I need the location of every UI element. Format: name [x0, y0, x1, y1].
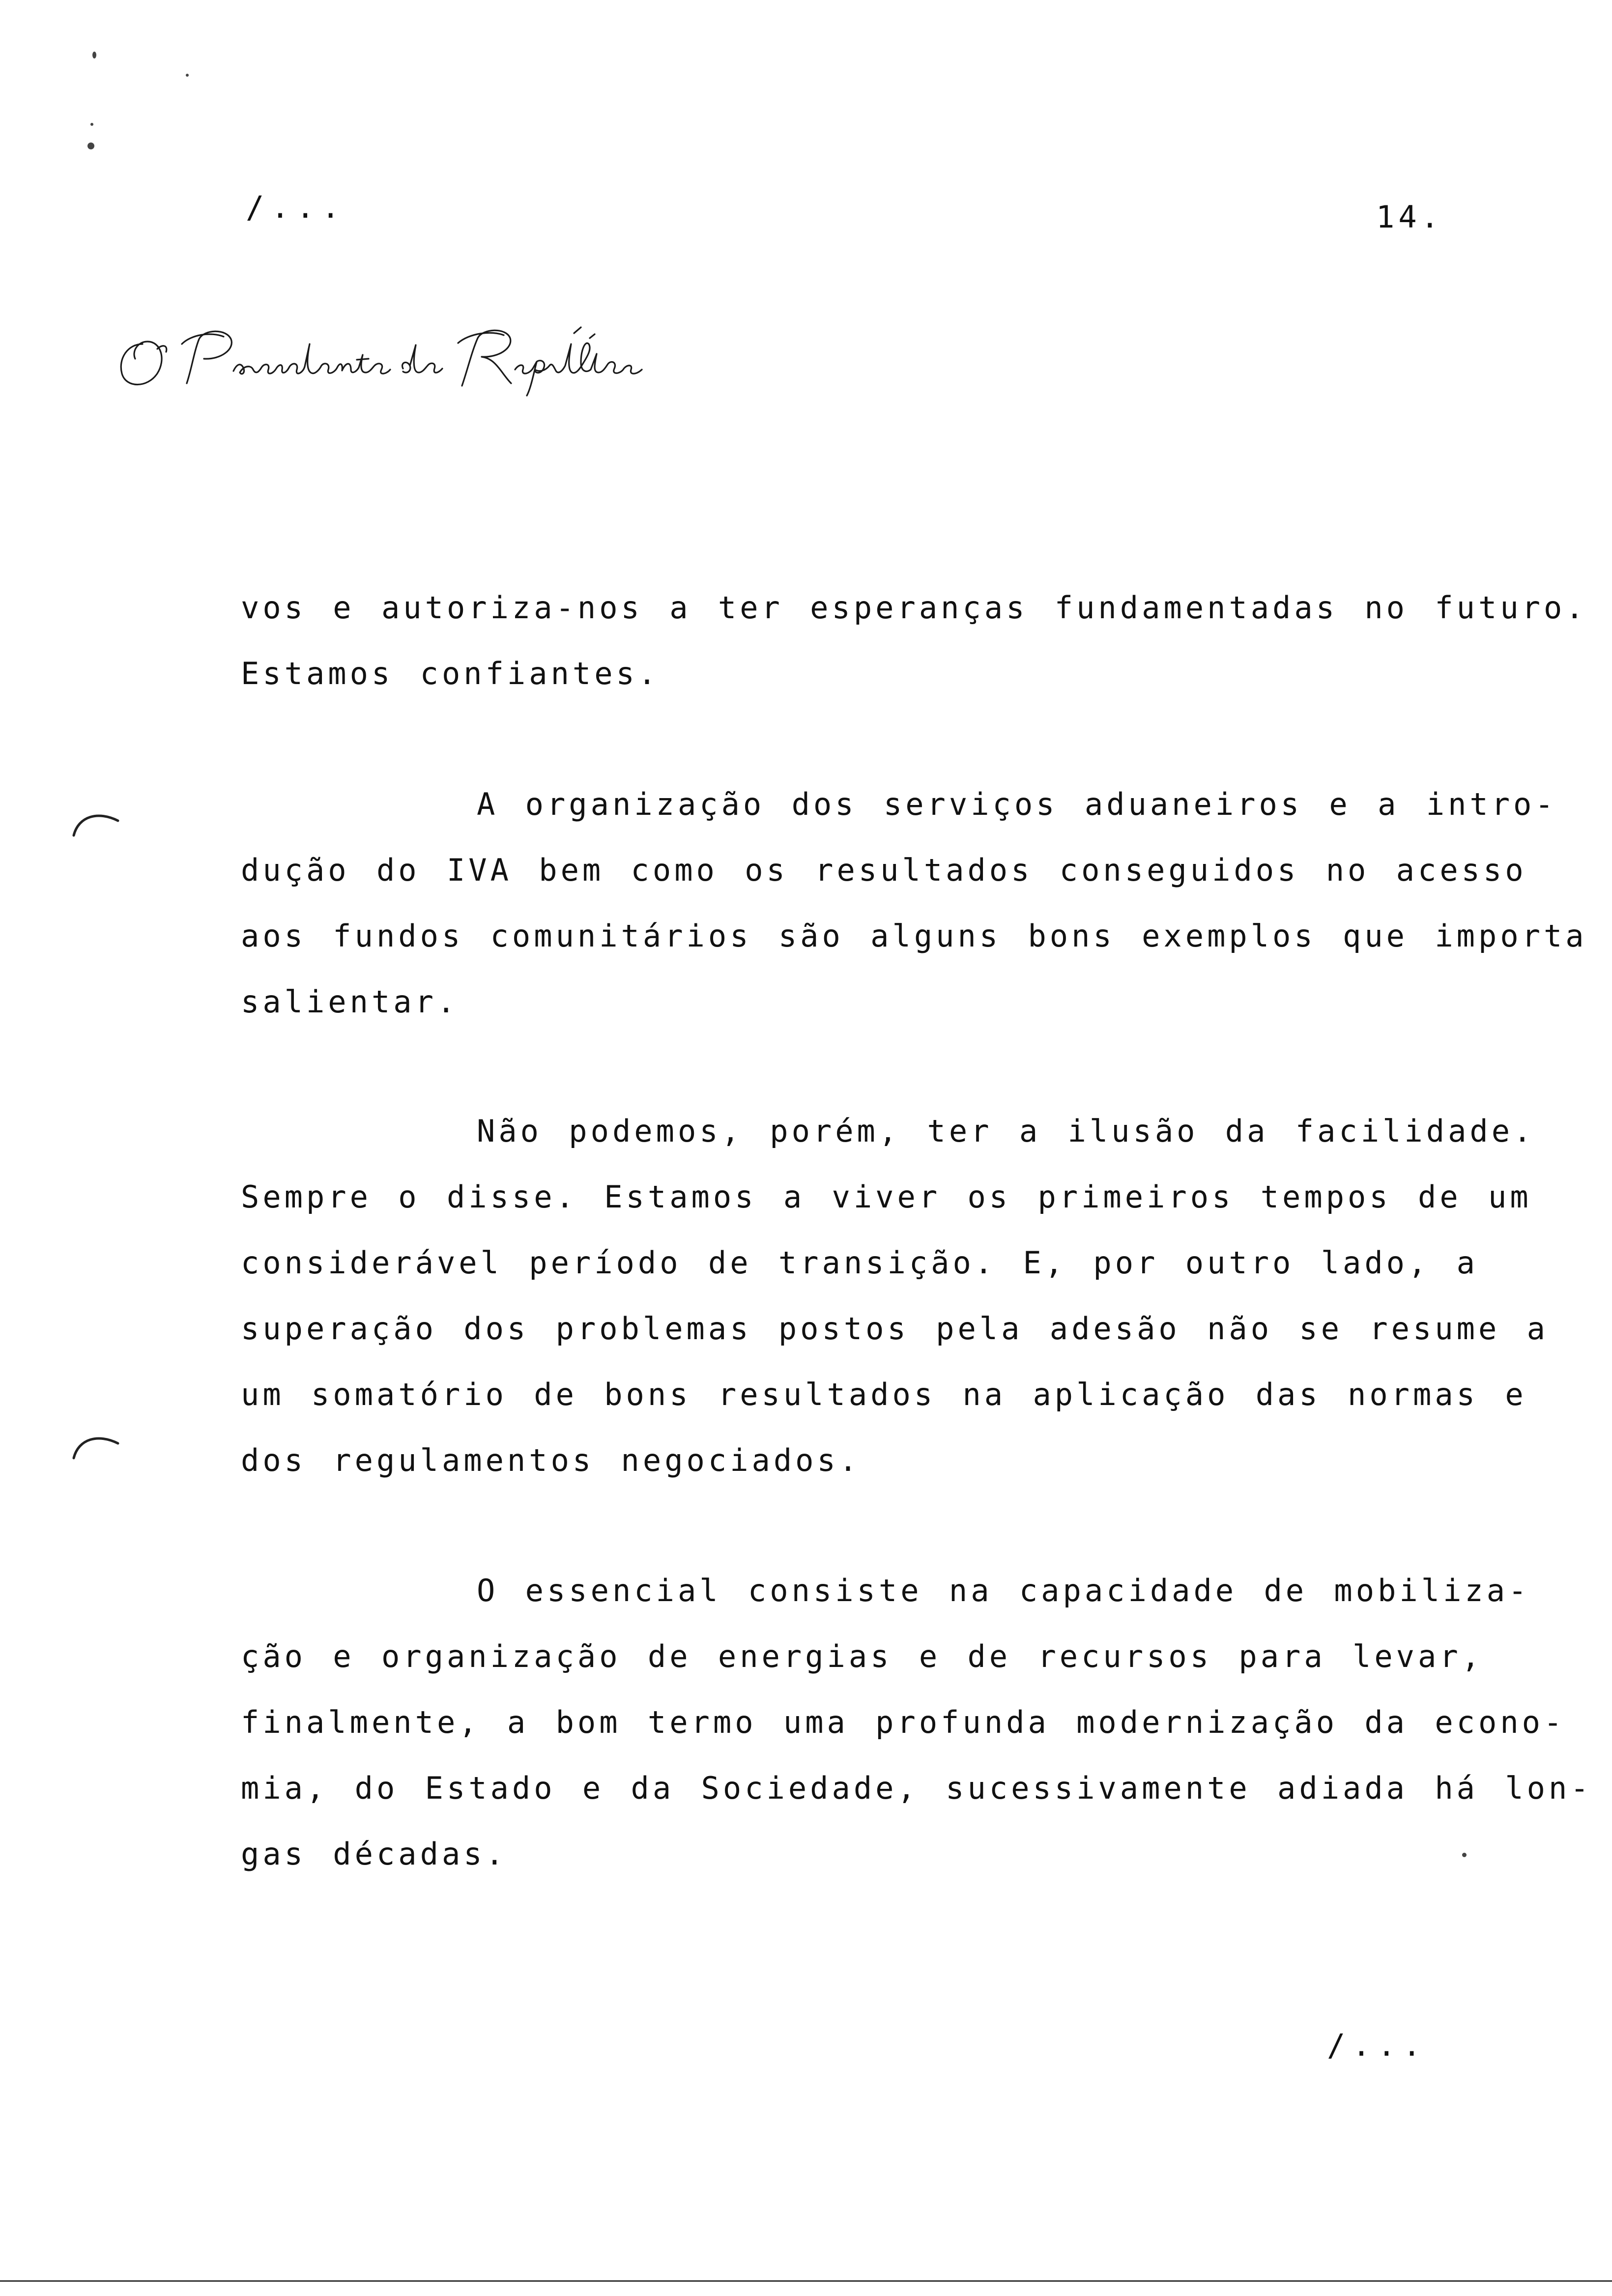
- paragraph-4: [241, 1558, 1592, 1887]
- text-line: aos fundos comunitários são alguns bons exemplos que importa: [241, 918, 1587, 954]
- text-line: vos e autoriza-nos a ter esperanças fundamentadas no futuro.: [241, 590, 1587, 626]
- hole-punch-mark-icon: [69, 806, 123, 840]
- scan-speck: [90, 123, 93, 126]
- page-number: 14.: [1376, 199, 1443, 235]
- text-line: ção e organização de energias e de recursos para levar,: [241, 1638, 1483, 1674]
- text-line: Sempre o disse. Estamos a viver os primeiros tempos de um: [241, 1179, 1532, 1215]
- paragraph-1: [241, 575, 1587, 707]
- paragraph-2: [241, 772, 1587, 1035]
- scan-speck: [87, 143, 94, 149]
- continuation-marker-bottom: /...: [1327, 2027, 1428, 2063]
- hole-punch-mark-icon: [69, 1428, 123, 1462]
- page-bottom-edge: [0, 2280, 1612, 2282]
- scan-speck: [186, 74, 189, 77]
- text-line: O essencial consiste na capacidade de mobiliza-: [477, 1573, 1530, 1608]
- paragraph-3: [241, 1098, 1549, 1493]
- text-line: mia, do Estado e da Sociedade, sucessivamente adiada há lon-: [241, 1770, 1592, 1806]
- text-line: dos regulamentos negociados.: [241, 1442, 861, 1478]
- letterhead-logo: [108, 315, 698, 398]
- text-line: Não podemos, porém, ter a ilusão da facilidade.: [477, 1113, 1535, 1149]
- letterhead-script-graphic: [108, 315, 698, 398]
- scan-speck: [92, 52, 96, 58]
- text-line: A organização dos serviços aduaneiros e a intro-: [477, 786, 1557, 822]
- scan-speck: [1462, 1853, 1467, 1857]
- text-line: Estamos confiantes.: [241, 656, 660, 691]
- text-line: um somatório de bons resultados na aplicação das normas e: [241, 1377, 1527, 1412]
- text-line: gas décadas.: [241, 1836, 507, 1872]
- text-line: superação dos problemas postos pela adesão não se resume a: [241, 1311, 1549, 1347]
- text-line: considerável período de transição. E, por outro lado, a: [241, 1245, 1478, 1281]
- text-line: salientar.: [241, 984, 459, 1020]
- text-line: dução do IVA bem como os resultados conseguidos no acesso: [241, 852, 1527, 888]
- text-line: finalmente, a bom termo uma profunda modernização da econo-: [241, 1704, 1566, 1740]
- continuation-marker-top: /...: [246, 189, 347, 225]
